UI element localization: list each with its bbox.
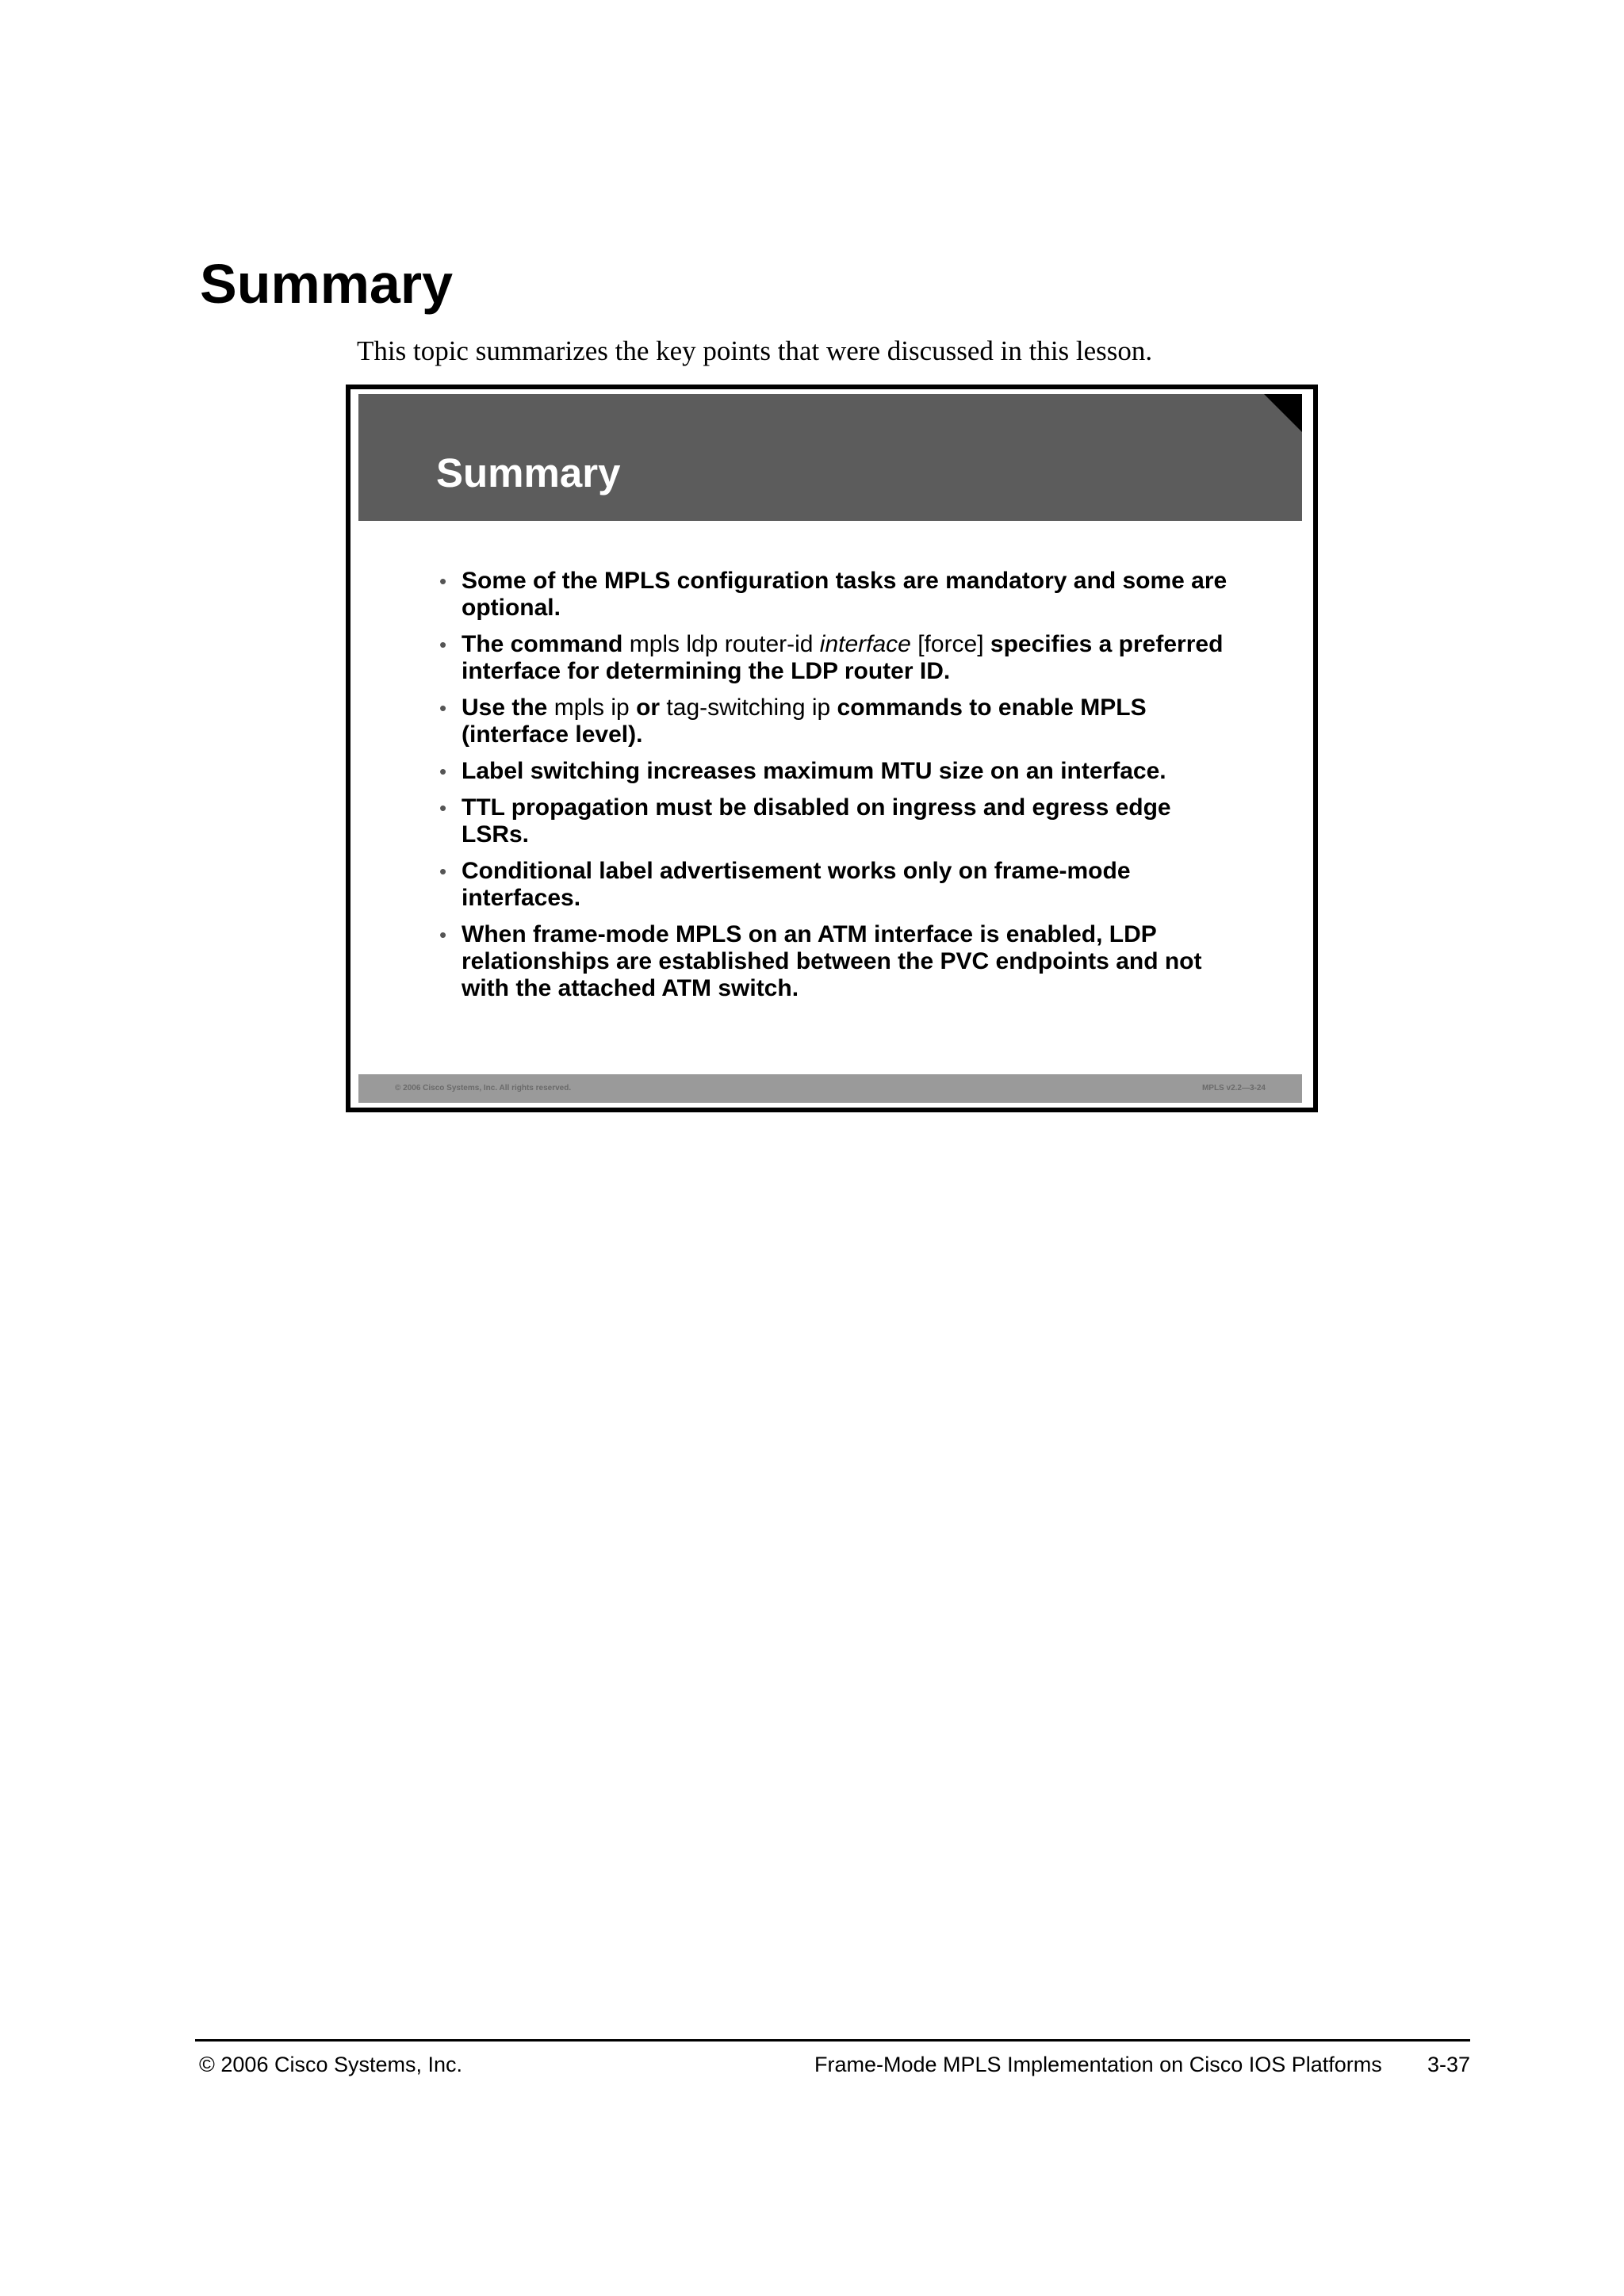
bullet-text: When frame-mode MPLS on an ATM interface is enabled, LDP relationships are established between the PVC endpoints and not with the attached ATM switch. (462, 921, 1202, 1001)
slide-figure (346, 385, 1318, 1112)
summary-bullet (439, 631, 1232, 685)
summary-list (439, 568, 1232, 1012)
command-argument: interface (819, 631, 911, 657)
command-text: mpls ldp router-id (629, 631, 820, 657)
page-number: 3-37 (1427, 2053, 1471, 2076)
slide-footer (358, 1074, 1302, 1103)
slide-header (358, 394, 1302, 521)
page-title: Summary (200, 253, 454, 315)
summary-bullet (439, 758, 1232, 785)
summary-bullet (439, 858, 1232, 912)
summary-bullet (439, 695, 1232, 748)
bullet-text: Use the (462, 695, 554, 721)
slide-copyright: © 2006 Cisco Systems, Inc. All rights reserved. (395, 1084, 572, 1093)
bullet-text: Label switching increases maximum MTU size on an interface. (462, 758, 1166, 784)
summary-bullet (439, 568, 1232, 622)
intro-text: This topic summarizes the key points that were discussed in this lesson. (357, 335, 1153, 366)
bullet-text: specifies a preferred interface for determining the LDP router ID. (462, 631, 1224, 684)
summary-bullet (439, 921, 1232, 1002)
bullet-text: Some of the MPLS configuration tasks are mandatory and some are optional. (462, 568, 1228, 621)
slide-code: MPLS v2.2—3-24 (1201, 1084, 1266, 1093)
command-text: mpls ip (553, 695, 630, 721)
bullet-text: TTL propagation must be disabled on ingress and egress edge LSRs. (462, 794, 1171, 848)
command-text: [force] (910, 631, 990, 657)
footer-rule (195, 2039, 1470, 2042)
slide-title: Summary (436, 450, 621, 496)
bullet-text: commands to enable MPLS (interface level). (462, 695, 1147, 748)
summary-bullet (439, 794, 1232, 848)
footer-copyright: © 2006 Cisco Systems, Inc. (199, 2053, 463, 2076)
bullet-text: Conditional label advertisement works only on frame-mode interfaces. (462, 858, 1131, 911)
footer-title: Frame-Mode MPLS Implementation on Cisco IOS Platforms (814, 2053, 1382, 2076)
corner-mark (1264, 394, 1302, 432)
command-text: tag-switching ip (666, 695, 831, 721)
bullet-text: or (629, 695, 667, 721)
bullet-text: The command (462, 631, 630, 657)
